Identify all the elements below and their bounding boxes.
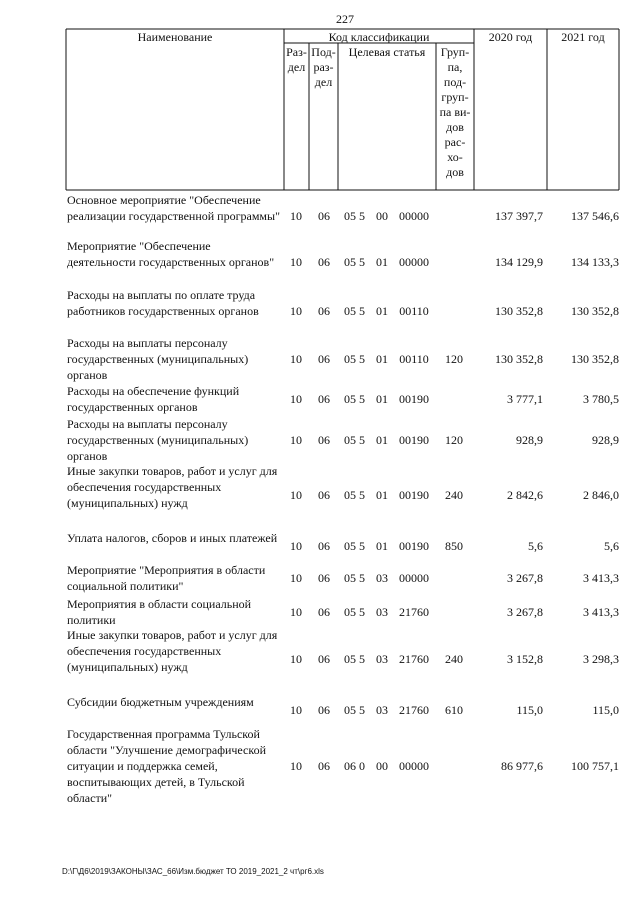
row-group: 120	[445, 352, 463, 366]
row-name: Расходы на выплаты персоналу государственных (муниципальных) органов	[67, 417, 249, 463]
row-target-program: 05	[344, 392, 356, 406]
row-target-program: 06	[344, 759, 356, 773]
page-number: 227	[336, 12, 354, 26]
row-subsection: 06	[318, 209, 330, 223]
row-section: 10	[290, 605, 302, 619]
row-amount-2020: 2 842,6	[507, 488, 543, 502]
row-target-direction: 00000	[399, 759, 429, 773]
row-target-program: 05	[344, 605, 356, 619]
row-target-subprogram: 5	[359, 539, 365, 553]
row-subsection: 06	[318, 571, 330, 585]
row-name: Государственная программа Тульской области "Улучшение демографической ситуации и поддержка семей, воспитывающих детей, в Тульской области"	[67, 727, 267, 805]
row-target-event: 03	[376, 571, 388, 585]
row-section: 10	[290, 488, 302, 502]
row-target-program: 05	[344, 433, 356, 447]
row-amount-2021: 928,9	[592, 433, 619, 447]
row-target-program: 05	[344, 209, 356, 223]
row-target-direction: 00190	[399, 488, 429, 502]
row-name: Иные закупки товаров, работ и услуг для обеспечения государственных (муниципальных) нужд	[67, 464, 278, 510]
header-target: Целевая статья	[348, 45, 426, 59]
row-group: 850	[445, 539, 463, 553]
row-target-program: 05	[344, 255, 356, 269]
row-name: Мероприятия в области социальной политики	[67, 597, 252, 627]
row-target-event: 01	[376, 433, 388, 447]
header-group: Груп- па, под- груп- па ви- дов рас- хо- дов	[439, 45, 471, 179]
row-target-program: 05	[344, 571, 356, 585]
row-target-subprogram: 5	[359, 488, 365, 502]
row-amount-2020: 3 267,8	[507, 571, 543, 585]
row-target-subprogram: 5	[359, 209, 365, 223]
row-group: 120	[445, 433, 463, 447]
row-name: Расходы на обеспечение функций государственных органов	[67, 384, 240, 414]
row-amount-2020: 130 352,8	[495, 304, 543, 318]
row-subsection: 06	[318, 703, 330, 717]
row-target-direction: 21760	[399, 605, 429, 619]
row-target-event: 03	[376, 652, 388, 666]
row-target-subprogram: 5	[359, 703, 365, 717]
row-subsection: 06	[318, 433, 330, 447]
row-amount-2020: 3 777,1	[507, 392, 543, 406]
row-target-event: 00	[376, 209, 388, 223]
row-group: 610	[445, 703, 463, 717]
row-section: 10	[290, 539, 302, 553]
row-group: 240	[445, 652, 463, 666]
row-amount-2021: 137 546,6	[571, 209, 619, 223]
row-target-event: 03	[376, 703, 388, 717]
row-target-event: 01	[376, 539, 388, 553]
row-name: Мероприятие "Обеспечение деятельности государственных органов"	[67, 239, 275, 269]
row-subsection: 06	[318, 392, 330, 406]
row-section: 10	[290, 392, 302, 406]
row-target-direction: 21760	[399, 652, 429, 666]
row-amount-2020: 130 352,8	[495, 352, 543, 366]
row-target-direction: 00000	[399, 571, 429, 585]
row-section: 10	[290, 352, 302, 366]
footer-file-path: D:\Г\Д6\2019\ЗАКОНЫ\ЗАС_66\Изм.бюджет ТО 2019_2021_2 чт\рг6.xls	[62, 867, 324, 876]
row-group: 240	[445, 488, 463, 502]
row-target-subprogram: 5	[359, 571, 365, 585]
row-target-direction: 00190	[399, 539, 429, 553]
row-subsection: 06	[318, 652, 330, 666]
row-amount-2020: 3 267,8	[507, 605, 543, 619]
row-target-direction: 00190	[399, 433, 429, 447]
row-amount-2021: 3 413,3	[583, 605, 619, 619]
row-section: 10	[290, 703, 302, 717]
row-subsection: 06	[318, 255, 330, 269]
row-target-event: 01	[376, 304, 388, 318]
row-section: 10	[290, 255, 302, 269]
row-name: Расходы на выплаты по оплате труда работников государственных органов	[67, 288, 259, 318]
row-amount-2021: 3 413,3	[583, 571, 619, 585]
row-target-event: 01	[376, 392, 388, 406]
row-section: 10	[290, 652, 302, 666]
row-target-event: 01	[376, 352, 388, 366]
row-subsection: 06	[318, 304, 330, 318]
row-name: Мероприятие "Мероприятия в области социальной политики"	[67, 563, 266, 593]
row-target-program: 05	[344, 304, 356, 318]
row-target-event: 01	[376, 488, 388, 502]
row-name: Основное мероприятие "Обеспечение реализации государственной программы"	[67, 193, 280, 223]
row-amount-2021: 130 352,8	[571, 352, 619, 366]
row-section: 10	[290, 209, 302, 223]
row-amount-2020: 928,9	[516, 433, 543, 447]
row-amount-2021: 3 298,3	[583, 652, 619, 666]
row-amount-2020: 3 152,8	[507, 652, 543, 666]
row-target-subprogram: 0	[359, 759, 365, 773]
row-target-program: 05	[344, 652, 356, 666]
row-amount-2021: 134 133,3	[571, 255, 619, 269]
row-amount-2020: 134 129,9	[495, 255, 543, 269]
row-target-direction: 00000	[399, 255, 429, 269]
header-year-2020: 2020 год	[488, 30, 533, 44]
header-year-2021: 2021 год	[561, 30, 605, 44]
row-amount-2021: 3 780,5	[583, 392, 619, 406]
row-target-event: 03	[376, 605, 388, 619]
row-name: Иные закупки товаров, работ и услуг для обеспечения государственных (муниципальных) нужд	[67, 628, 278, 674]
header-name: Наименование	[137, 30, 213, 44]
row-section: 10	[290, 571, 302, 585]
row-target-subprogram: 5	[359, 255, 365, 269]
row-section: 10	[290, 759, 302, 773]
row-target-event: 00	[376, 759, 388, 773]
header-code: Код классификации	[328, 30, 430, 44]
row-target-direction: 00000	[399, 209, 429, 223]
row-subsection: 06	[318, 488, 330, 502]
row-target-program: 05	[344, 352, 356, 366]
row-subsection: 06	[318, 605, 330, 619]
row-amount-2021: 2 846,0	[583, 488, 619, 502]
row-section: 10	[290, 304, 302, 318]
row-amount-2020: 137 397,7	[495, 209, 543, 223]
row-name: Расходы на выплаты персоналу государственных (муниципальных) органов	[67, 336, 249, 382]
row-target-subprogram: 5	[359, 392, 365, 406]
row-target-subprogram: 5	[359, 652, 365, 666]
row-target-subprogram: 5	[359, 605, 365, 619]
row-name: Уплата налогов, сборов и иных платежей	[67, 531, 278, 545]
row-subsection: 06	[318, 759, 330, 773]
row-target-event: 01	[376, 255, 388, 269]
row-target-program: 05	[344, 703, 356, 717]
row-target-direction: 21760	[399, 703, 429, 717]
row-section: 10	[290, 433, 302, 447]
row-target-subprogram: 5	[359, 304, 365, 318]
row-amount-2020: 115,0	[516, 703, 543, 717]
row-amount-2020: 86 977,6	[501, 759, 543, 773]
row-amount-2021: 115,0	[592, 703, 619, 717]
row-amount-2021: 130 352,8	[571, 304, 619, 318]
row-amount-2021: 5,6	[604, 539, 619, 553]
row-name: Субсидии бюджетным учреждениям	[67, 695, 254, 709]
header-section: Раз- дел	[286, 45, 307, 74]
row-target-program: 05	[344, 488, 356, 502]
row-amount-2021: 100 757,1	[571, 759, 619, 773]
row-target-direction: 00110	[399, 352, 429, 366]
row-target-subprogram: 5	[359, 352, 365, 366]
row-subsection: 06	[318, 539, 330, 553]
header-subsection: Под- раз- дел	[311, 45, 336, 89]
row-target-direction: 00190	[399, 392, 429, 406]
row-target-direction: 00110	[399, 304, 429, 318]
row-target-program: 05	[344, 539, 356, 553]
row-amount-2020: 5,6	[528, 539, 543, 553]
row-subsection: 06	[318, 352, 330, 366]
row-target-subprogram: 5	[359, 433, 365, 447]
